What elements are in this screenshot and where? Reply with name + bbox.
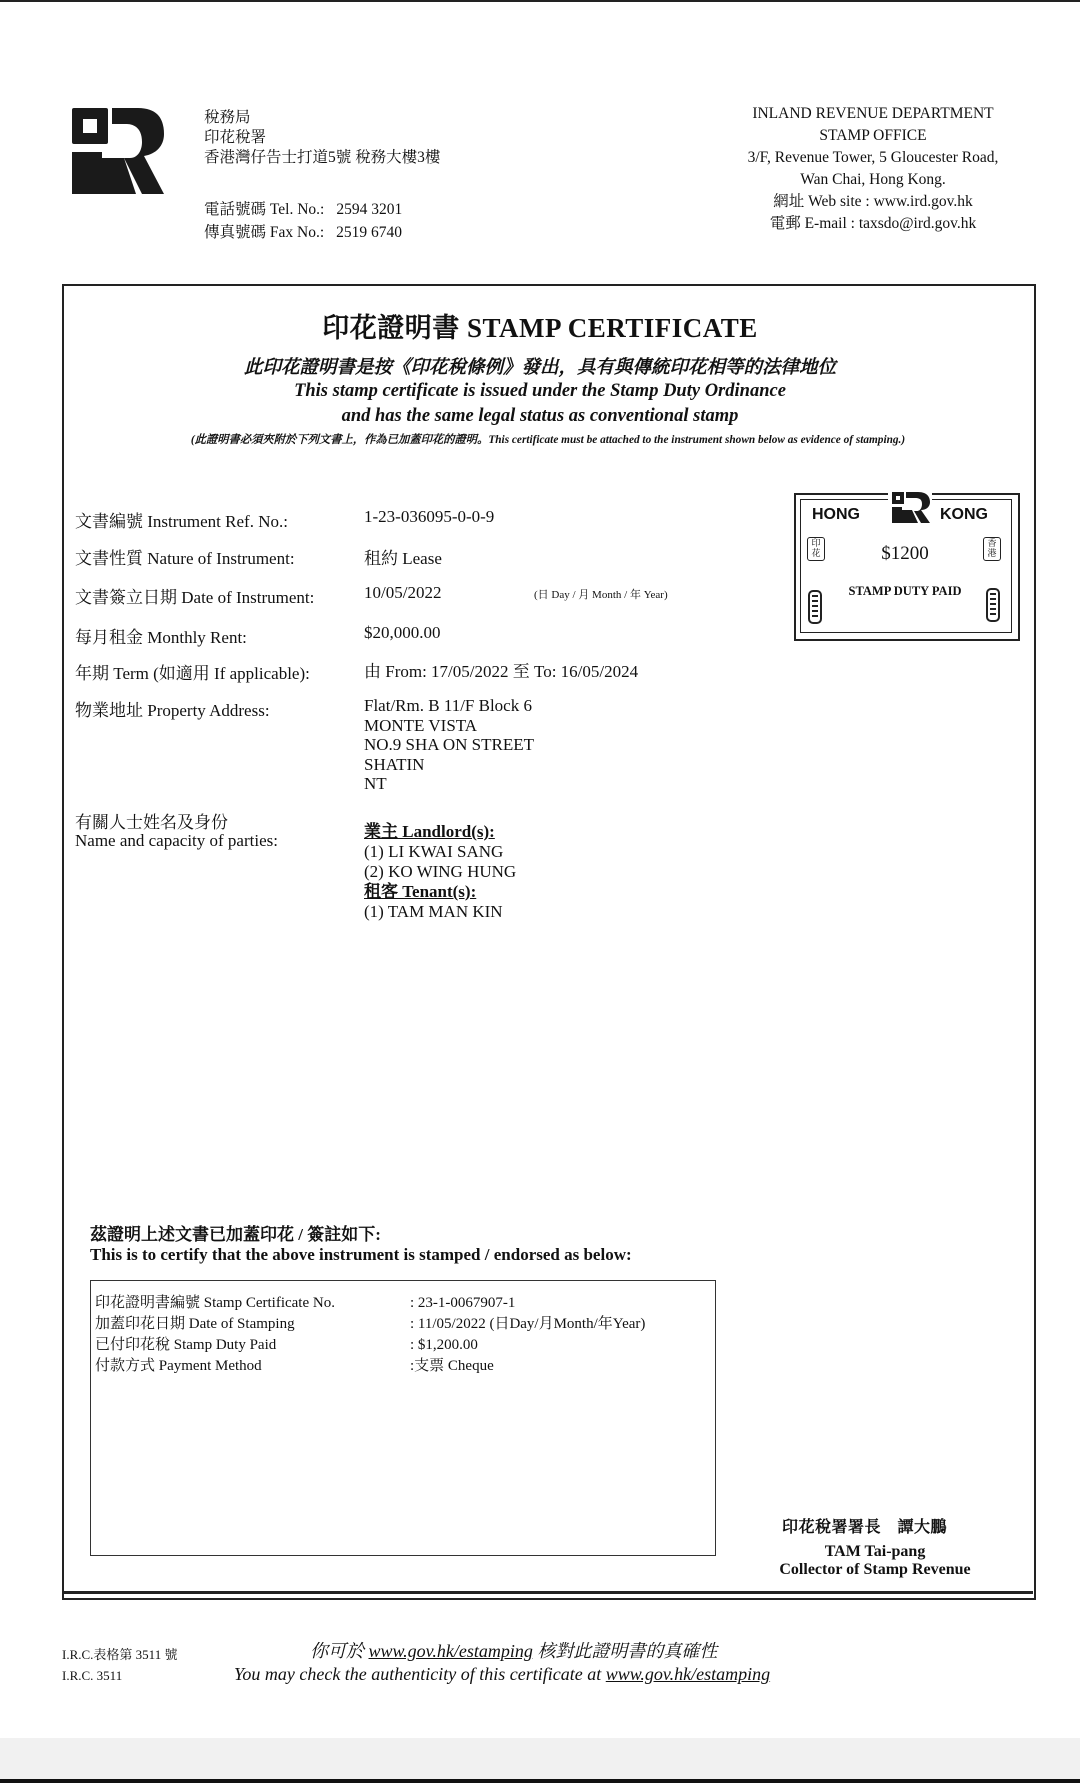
stamping-date-value: : 11/05/2022 (日Day/月Month/年Year) xyxy=(410,1316,646,1332)
verify-link-en[interactable]: www.gov.hk/estamping xyxy=(605,1664,771,1684)
address-label: 物業地址 Property Address: xyxy=(75,701,270,720)
stamp-kong-text: KONG xyxy=(940,506,988,523)
ref-label: 文書編號 Instrument Ref. No.: xyxy=(75,512,288,531)
landlord-heading: 業主 Landlord(s): xyxy=(364,822,495,841)
verify-link-cn[interactable]: www.gov.hk/estamping xyxy=(368,1641,533,1661)
email: 電郵 E-mail : taxsdo@ird.gov.hk xyxy=(769,215,977,232)
date-format-hint: (日 Day / 月 Month / 年 Year) xyxy=(534,589,668,601)
stamp-cert-no-value: : 23-1-0067907-1 xyxy=(410,1295,516,1311)
form-number-en: I.R.C. 3511 xyxy=(62,1668,123,1683)
subtitle-en-2: and has the same legal status as conventional stamp xyxy=(341,406,739,426)
header-contact xyxy=(204,198,402,244)
stamp-chop-left: 印花 xyxy=(807,537,825,561)
subtitle-cn: 此印花證明書是按《印花稅條例》發出，具有與傳統印花相等的法律地位 xyxy=(243,358,836,378)
term-label: 年期 Term (如適用 If applicable): xyxy=(75,664,310,683)
certify-statement-cn: 茲證明上述文書已加蓋印花 / 簽註如下: xyxy=(90,1225,381,1244)
stamp-hong-text: HONG xyxy=(812,506,860,523)
org-line: 印花稅署 xyxy=(204,129,267,146)
org-line: 稅務局 xyxy=(204,109,251,126)
address-line: MONTE VISTA xyxy=(364,715,478,735)
address-line: NT xyxy=(364,774,387,793)
stamping-details-values xyxy=(410,1293,645,1377)
nature-value: 租約 Lease xyxy=(364,549,442,568)
parties-label-cn: 有關人士姓名及身份 xyxy=(75,813,228,832)
landlord-entry: (1) LI KWAI SANG xyxy=(364,842,504,861)
verify-en-pre: You may check the authenticity of this certificate at xyxy=(234,1664,606,1684)
stamp-seal-right-icon xyxy=(986,588,1000,622)
rent-label: 每月租金 Monthly Rent: xyxy=(75,628,247,647)
org-line: STAMP OFFICE xyxy=(819,127,927,144)
stamp-amount: $1200 xyxy=(881,543,929,564)
term-value: 由 From: 17/05/2022 至 To: 16/05/2024 xyxy=(364,662,639,681)
stamping-date-label: 加蓋印花日期 Date of Stamping xyxy=(95,1316,295,1332)
duty-paid-label: 已付印花稅 Stamp Duty Paid xyxy=(95,1337,277,1353)
stamp-chop-right: 香港 xyxy=(983,537,1001,561)
fax-label: 傳真號碼 Fax No.: xyxy=(204,224,325,241)
frame-bottom-rule xyxy=(63,1591,1033,1594)
top-border xyxy=(0,0,1080,2)
bottom-border xyxy=(0,1779,1080,1783)
verify-cn-pre: 你可於 xyxy=(310,1641,369,1661)
stamp-seal-left-icon xyxy=(808,590,822,624)
address-line: Flat/Rm. B 11/F Block 6 xyxy=(364,696,532,715)
bottom-margin-band xyxy=(0,1738,1080,1783)
header-office-cn xyxy=(204,108,440,168)
landlord-entry: (2) KO WING HUNG xyxy=(364,862,517,881)
parties-list xyxy=(364,822,516,922)
org-line: Wan Chai, Hong Kong. xyxy=(800,171,946,188)
verify-note-en xyxy=(234,1664,770,1685)
subtitle-en-1: This stamp certificate is issued under the Stamp Duty Ordinance xyxy=(294,381,786,401)
tenant-entry: (1) TAM MAN KIN xyxy=(364,902,503,921)
payment-method-value: :支票 Cheque xyxy=(410,1358,494,1374)
tel-label: 電話號碼 Tel. No.: xyxy=(204,201,325,218)
collector-title: Collector of Stamp Revenue xyxy=(779,1561,971,1578)
address-line: SHATIN xyxy=(364,754,425,774)
stamp-paid-label: STAMP DUTY PAID xyxy=(848,584,962,598)
header-office-en xyxy=(700,103,1046,235)
parties-label-en: Name and capacity of parties: xyxy=(75,831,278,850)
property-address xyxy=(364,696,534,794)
website: 網址 Web site : www.ird.gov.hk xyxy=(773,193,973,210)
org-line: 香港灣仔告士打道5號 稅務大樓3樓 xyxy=(204,149,441,166)
verify-cn-post: 核對此證明書的真確性 xyxy=(532,1641,718,1661)
address-line: NO.9 SHA ON STREET xyxy=(364,735,535,754)
ird-logo xyxy=(72,108,164,194)
stamping-details-labels xyxy=(95,1293,335,1377)
rent-value: $20,000.00 xyxy=(364,623,441,642)
ref-value: 1-23-036095-0-0-9 xyxy=(364,507,495,526)
org-line: 3/F, Revenue Tower, 5 Gloucester Road, xyxy=(747,149,999,166)
certificate-title: 印花證明書 STAMP CERTIFICATE xyxy=(322,313,758,343)
nature-label: 文書性質 Nature of Instrument: xyxy=(75,549,295,568)
date-label: 文書簽立日期 Date of Instrument: xyxy=(75,588,315,607)
form-number-cn: I.R.C.表格第 3511 號 xyxy=(62,1647,178,1662)
date-value: 10/05/2022 xyxy=(364,583,442,602)
certify-statement-en: This is to certify that the above instrument is stamped / endorsed as below: xyxy=(90,1245,632,1264)
collector-name: TAM Tai-pang xyxy=(824,1543,926,1560)
duty-paid-value: : $1,200.00 xyxy=(410,1337,478,1353)
parties-label xyxy=(75,814,278,850)
tel-value: 2594 3201 xyxy=(336,201,403,218)
org-line: INLAND REVENUE DEPARTMENT xyxy=(752,105,994,122)
stamp-cert-no-label: 印花證明書編號 Stamp Certificate No. xyxy=(95,1295,335,1311)
stamp-ird-logo xyxy=(888,490,932,524)
payment-method-label: 付款方式 Payment Method xyxy=(95,1358,262,1374)
fax-value: 2519 6740 xyxy=(336,224,403,241)
tenant-heading: 租客 Tenant(s): xyxy=(364,882,477,901)
collector-signature-cn: 印花稅署署長 譚大鵬 xyxy=(782,1519,948,1536)
verify-note-cn xyxy=(310,1637,717,1663)
attachment-note: (此證明書必須夾附於下列文書上，作為已加蓋印花的證明。This certificate must be attached to the instrument shown below as evidence of stamping.) xyxy=(190,434,906,446)
